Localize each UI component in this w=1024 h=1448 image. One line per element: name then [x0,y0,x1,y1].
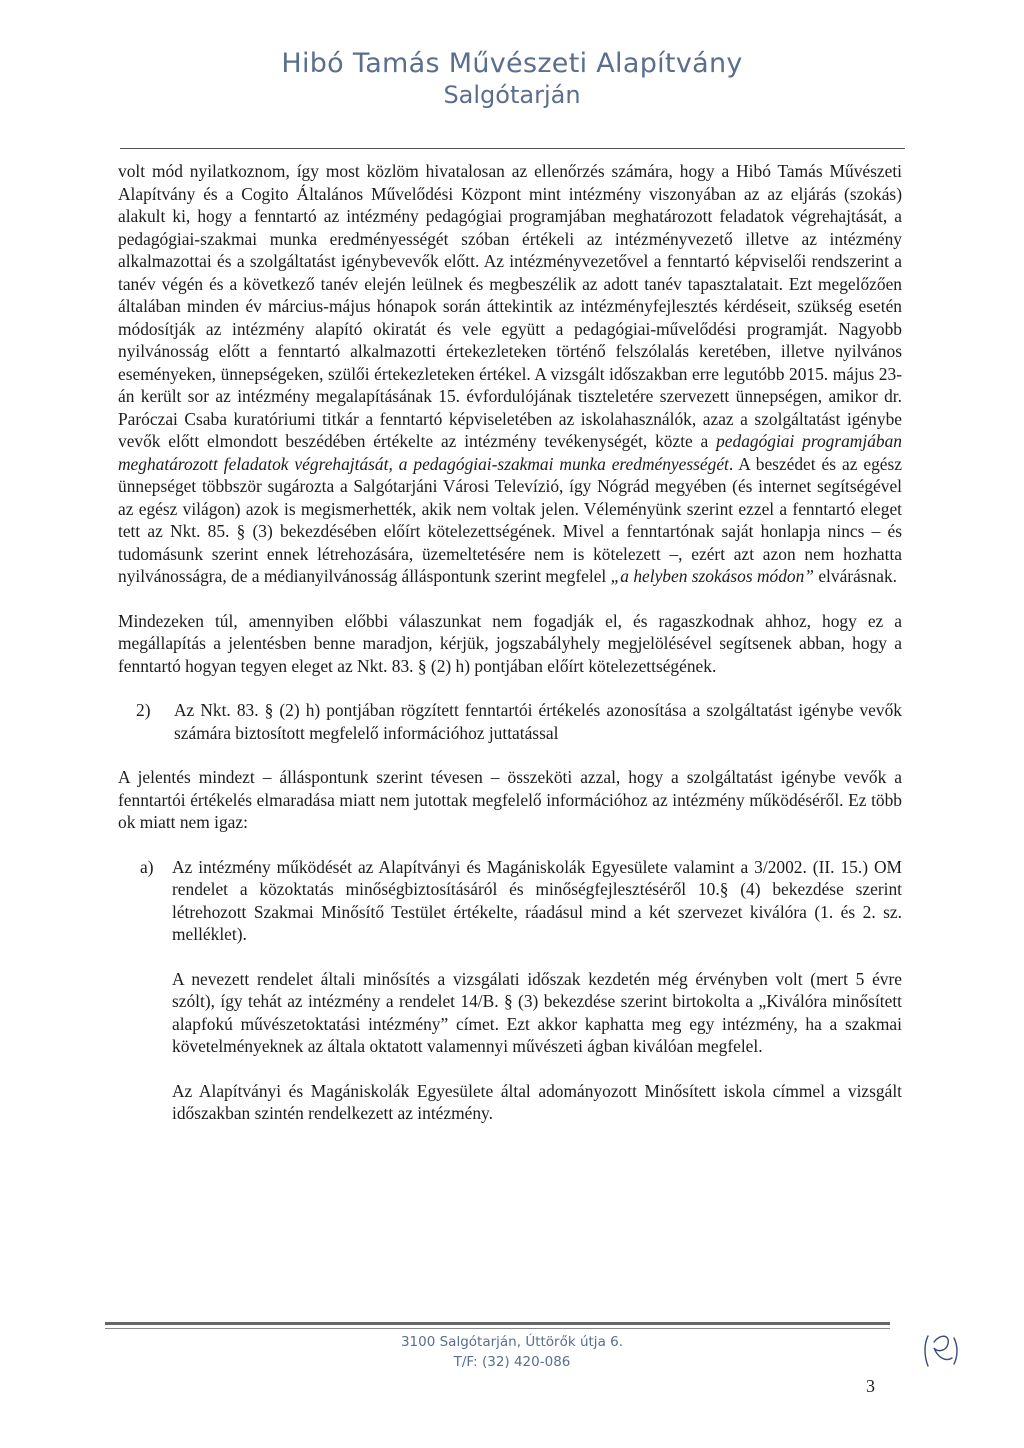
footer-divider-thin [105,1328,890,1329]
paragraph-report-claim: A jelentés mindezt – álláspontunk szerint tévesen – összeköti azzal, hogy a szolgáltatást igénybe vevők a fenntartói értékelés elmaradása miatt nem jutottak megfelelő információhoz az intézmény működéséről. Ez több ok miatt nem igaz: [118,767,902,832]
lettered-item-a [118,856,902,946]
paragraph-certified-school: Az Alapítványi és Magániskolák Egyesülete által adományozott Minősített iskola címmel a vizsgált időszakban szintén rendelkezett az intézmény. [172,1080,902,1123]
numbered-item-2 [118,699,902,744]
paragraph-text: elvárásnak. [813,566,898,586]
item-letter: a) [140,856,154,877]
footer-address: 3100 Salgótarján, Úttörők útja 6. [400,1334,624,1350]
letter-body [118,160,902,1147]
item-number: 2) [136,700,151,720]
paragraph-text: volt mód nyilatkoznom, így most közlöm hivatalosan az ellenőrzés számára, hogy a Hibó Tamás Művészeti Alapítvány és a Cogito Általános Művelődési Központ mint intézmény viszonyában az az eljárás (szokás) alakult ki, hogy a fenntartó az intézmény pedagógiai programjában meghatározott feladatok végrehajtását, a pedagógiai-szakmai munka eredményességét szóban értékeli az intézményvezető illetve az intézmény alkalmazottai és a szolgáltatást igénybevevők előtt. Az intézményvezetővel a fenntartó képviselői rendszerint a tanév végén és a következő tanév elején leülnek és megbeszélik az adott tanév tapasztalatait. Ezt megelőzően általában minden év március-május hónapok során áttekintik az intézményfejlesztés kérdéseit, szükség esetén módosítják az intézmény alapító okiratát és vele együtt a pedagógiai-művelődési programját. Nagyobb nyilvánosság előtt a fenntartó alkalmazotti értekezleteken történő felszólalás keretében, illetve nyilvános eseményeken, ünnepségeken, szülői értekezleteken értékel. A vizsgált időszakban erre legutóbb 2015. május 23-án került sor az intézmény megalapításának 15. évfordulójának tiszteletére szervezett ünnepségen, amikor dr. Paróczai Csaba kuratóriumi titkár a fenntartó képviseletében az iskolahasználók, azaz a szolgáltatást igénybe vevők előtt elmondott beszédében értékelte az intézmény tevékenységét, közte a [118,161,902,451]
emphasized-quote: „a helyben szokásos módon” [610,566,814,586]
footer [0,1332,1024,1372]
handwritten-initials-icon [920,1328,964,1374]
page-number: 3 [866,1376,875,1396]
paragraph-qualification: A nevezett rendelet általi minősítés a vizsgálati időszak kezdetén még érvényben volt (mert 5 évre szólt), így tehát az intézmény a rendelet 14/B. § (3) bekezdése szerint birtokolta a „Kiválóra minősített alapfokú művészetoktatási intézmény” címet. Ezt akkor kaphatta meg egy intézmény, ha a szakmai követelményeknek az általa oktatott valamennyi művészeti ágban kiválóan megfelel. [172,968,902,1056]
footer-divider [105,1322,890,1325]
item-text: Az intézmény működését az Alapítványi és Magániskolák Egyesülete valamint a 3/2002. (II. 15.) OM rendelet a közoktatás minőségbiztosításáról és minőségfejlesztéséről 10.§ (4) bekezdése szerint létrehozott Szakmai Minősítő Testület értékelte, ráadásul mind a két szervezet kiválóra (1. és 2. sz. melléklet). [172,856,902,944]
paragraph-evaluation-practice [118,160,902,588]
emphasized-quote: pedagógiai programjában meghatározott feladatok végrehajtását, a pedagógiai-szakmai munka eredményességét [118,431,902,474]
letterhead [0,48,1024,110]
organization-city: Salgótarján [443,81,581,109]
footer-phone: T/F: (32) 420-086 [453,1354,571,1370]
organization-name: Hibó Tamás Művészeti Alapítvány [281,48,743,79]
item-text: Az Nkt. 83. § (2) h) pontjában rögzített fenntartói értékelés azonosítása a szolgáltatást igénybe vevők számára biztosított megfelelő információhoz juttatással [174,700,902,743]
paragraph-text: . A beszédet és az egész ünnepséget többször sugározta a Salgótarjáni Városi Televízió, így Nógrád megyében (és internet segítségével az egész világon) azok is megismerhették, akik nem voltak jelen. Véleményünk szerint ezzel a fenntartó eleget tett az Nkt. 85. § (3) bekezdésében előírt kötelezettségének. Mivel a fenntartónak saját honlapja nincs – és tudomásunk szerint ennek létrehozására, üzemeltetésére nem is kötelezett –, ezért azt azon nem hozhatta nyilvánosságra, de a médianyilvánosság álláspontunk szerint megfelel [118,453,902,586]
paragraph-request: Mindezeken túl, amennyiben előbbi válaszunkat nem fogadják el, és ragaszkodnak ahhoz, hogy ez a megállapítás a jelentésben benne maradjon, kérjük, jogszabályhely megjelölésével segítsenek abban, hogy a fenntartó hogyan tegyen eleget az Nkt. 83. § (2) h) pontjában előírt kötelezettségének. [118,610,902,676]
header-divider [120,148,905,149]
